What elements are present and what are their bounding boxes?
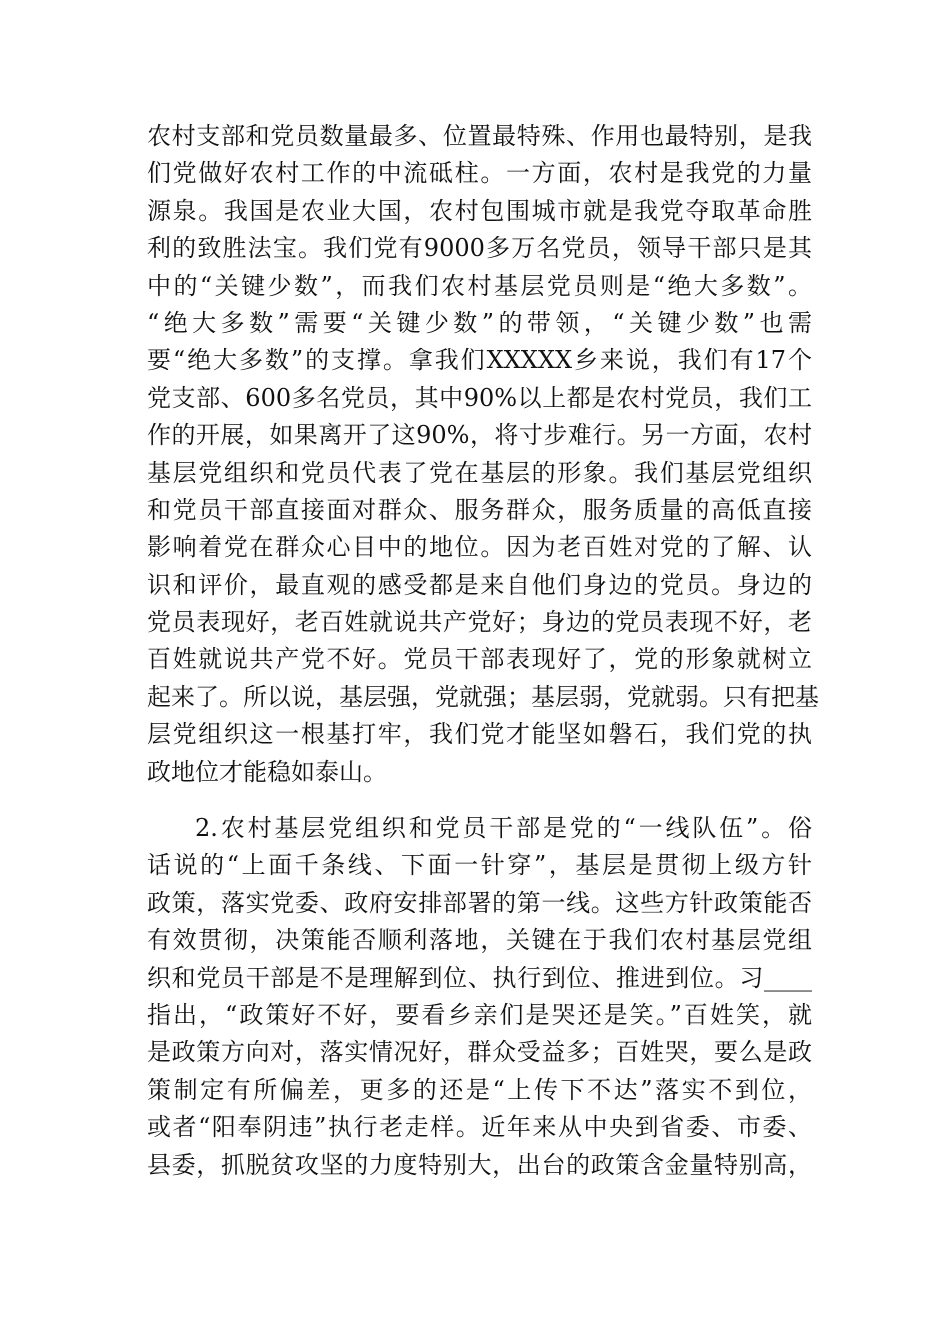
text-line: 策制定有所偏差，更多的还是“上传下不达”落实不到位， [147, 1075, 812, 1104]
text-line: 是政策方向对，落实情况好，群众受益多；百姓哭，要么是政 [147, 1038, 812, 1067]
text-line: 织和党员干部是不是理解到位、执行到位、推进到位。习____ [147, 963, 812, 992]
paragraph-front-line-team [147, 810, 812, 1184]
text-line: 或者“阳奉阴违”执行老走样。近年来从中央到省委、市委、 [147, 1113, 812, 1142]
text-line: 中的“关键少数”，而我们农村基层党员则是“绝大多数”。 [147, 271, 812, 300]
text-line: 指出，“政策好不好，要看乡亲们是哭还是笑。”百姓笑，就 [147, 1000, 812, 1029]
text-line: 和党员干部直接面对群众、服务群众，服务质量的高低直接 [147, 495, 812, 524]
text-line: 要“绝大多数”的支撑。拿我们XXXXX乡来说，我们有17个 [147, 346, 812, 375]
text-line: 政地位才能稳如泰山。 [147, 757, 387, 786]
text-line: 农村支部和党员数量最多、位置最特殊、作用也最特别，是我 [147, 122, 812, 150]
text-line: 源泉。我国是农业大国，农村包围城市就是我党夺取革命胜 [147, 196, 812, 225]
text-line: 利的致胜法宝。我们党有9000多万名党员，领导干部只是其 [147, 234, 812, 263]
text-line: 百姓就说共产党不好。党员干部表现好了，党的形象就树立 [147, 645, 812, 674]
text-line: 党支部、600多名党员，其中90%以上都是农村党员，我们工 [147, 383, 812, 412]
text-line: 们党做好农村工作的中流砥柱。一方面，农村是我党的力量 [147, 159, 812, 188]
text-line: 有效贯彻，决策能否顺利落地，关键在于我们农村基层党组 [147, 926, 812, 955]
text-line: 2.农村基层党组织和党员干部是党的“一线队伍”。俗 [195, 814, 812, 842]
text-line: 起来了。所以说，基层强，党就强；基层弱，党就弱。只有把基 [147, 682, 819, 711]
text-line: 影响着党在群众心目中的地位。因为老百姓对党的了解、认 [147, 533, 812, 562]
text-line: 基层党组织和党员代表了党在基层的形象。我们基层党组织 [147, 458, 812, 487]
text-line: 党员表现好，老百姓就说共产党好；身边的党员表现不好，老 [147, 608, 812, 637]
paragraph-rural-branch-role [147, 118, 819, 791]
text-line: 层党组织这一根基打牢，我们党才能坚如磐石，我们党的执 [147, 720, 812, 749]
text-line: 识和评价，最直观的感受都是来自他们身边的党员。身边的 [147, 570, 812, 599]
text-line: 话说的“上面千条线、下面一针穿”，基层是贯彻上级方针 [147, 851, 812, 880]
text-line: “绝大多数”需要“关键少数”的带领，“关键少数”也需 [147, 308, 812, 337]
text-line: 作的开展，如果离开了这90%，将寸步难行。另一方面，农村 [147, 421, 812, 450]
text-line: 县委，抓脱贫攻坚的力度特别大，出台的政策含金量特别高， [147, 1150, 812, 1179]
text-line: 政策，落实党委、政府安排部署的第一线。这些方针政策能否 [147, 888, 812, 917]
